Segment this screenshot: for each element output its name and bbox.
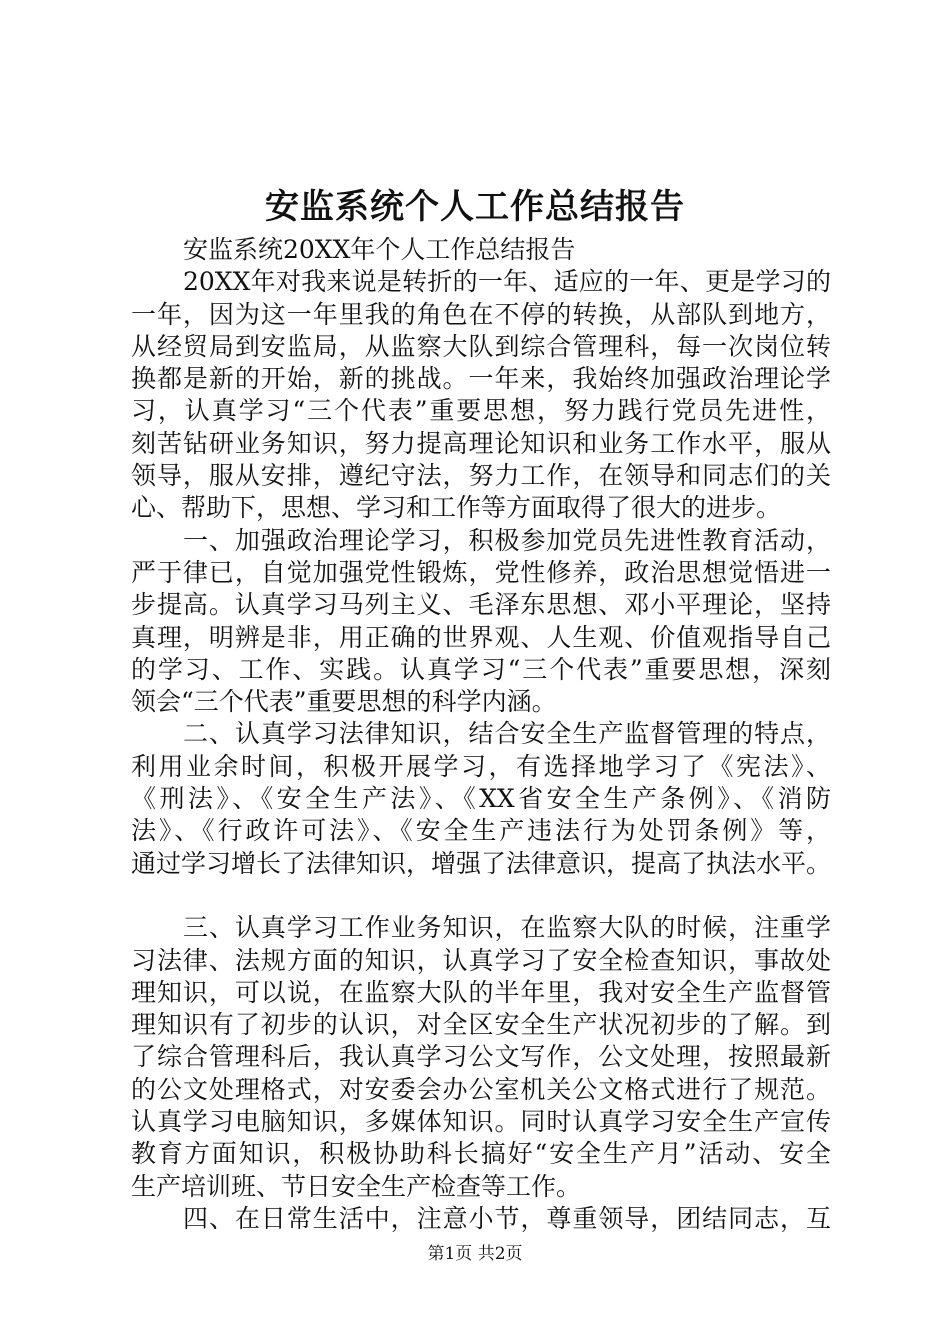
text-line: 一年，因为这一年里我的角色在不停的转换，从部队到地方，: [131, 299, 831, 329]
text-line: 生产培训班、节日安全生产检查等工作。: [131, 1171, 582, 1201]
text-line: 的公文处理格式，对安委会办公室机关公文格式进行了规范。: [131, 1074, 831, 1104]
text-line: 了综合管理科后，我认真学习公文写作，公文处理，按照最新: [131, 1042, 831, 1072]
text-line: 20XX年对我来说是转折的一年、适应的一年、更是学习的: [183, 267, 831, 297]
text-line: 理知识，可以说，在监察大队的半年里，我对安全生产监督管: [131, 977, 831, 1007]
text-line: 一、加强政治理论学习，积极参加党员先进性教育活动，: [183, 525, 831, 555]
text-line: 领会“三个代表”重要思想的科学内涵。: [131, 687, 557, 717]
text-line: 《刑法》、《安全生产法》、《XX省安全生产条例》、《消防: [131, 784, 831, 814]
text-line: 法》、《行政许可法》、《安全生产违法行为处罚条例》等，: [131, 816, 831, 846]
text-line: 从经贸局到安监局，从监察大队到综合管理科，每一次岗位转: [131, 331, 831, 361]
text-line: 真理，明辨是非，用正确的世界观、人生观、价值观指导自己: [131, 622, 831, 652]
text-line: 的学习、工作、实践。认真学习“三个代表”重要思想，深刻: [131, 654, 831, 684]
text-line: 利用业余时间，积极开展学习，有选择地学习了《宪法》、: [131, 751, 831, 781]
text-line: 习，认真学习“三个代表”重要思想，努力践行党员先进性，: [131, 396, 831, 426]
text-line: 教育方面知识，积极协助科长搞好“安全生产月”活动、安全: [131, 1139, 831, 1169]
text-line: 心、帮助下，思想、学习和工作等方面取得了很大的进步。: [131, 493, 782, 523]
text-line: 通过学习增长了法律知识，增强了法律意识，提高了执法水平。: [131, 848, 832, 878]
text-line: 四、在日常生活中，注意小节，尊重领导，团结同志，互: [183, 1203, 831, 1233]
text-line: 领导，服从安排，遵纪守法，努力工作，在领导和同志们的关: [131, 461, 831, 491]
text-line: 理知识有了初步的认识，对全区安全生产状况初步的了解。到: [131, 1010, 831, 1040]
text-line: 习法律、法规方面的知识，认真学习了安全检查知识，事故处: [131, 945, 831, 975]
text-line: 二、认真学习法律知识，结合安全生产监督管理的特点，: [183, 719, 831, 749]
text-line: 刻苦钻研业务知识，努力提高理论知识和业务工作水平，服从: [131, 428, 831, 458]
text-line: 三、认真学习工作业务知识，在监察大队的时候，注重学: [183, 913, 831, 943]
text-line: 严于律已，自觉加强党性锻炼，党性修养，政治思想觉悟进一: [131, 557, 831, 587]
text-line: 安监系统20XX年个人工作总结报告: [183, 235, 576, 264]
text-line: 步提高。认真学习马列主义、毛泽东思想、邓小平理论，坚持: [131, 590, 831, 620]
page-footer: 第1页 共2页: [427, 1244, 523, 1264]
text-line: 认真学习电脑知识，多媒体知识。同时认真学习安全生产宣传: [131, 1107, 831, 1137]
document-body: [131, 234, 831, 1235]
document-title: 安监系统个人工作总结报告: [265, 187, 685, 227]
blank-line: [131, 880, 831, 912]
text-line: 换都是新的开始，新的挑战。一年来，我始终加强政治理论学: [131, 364, 831, 394]
